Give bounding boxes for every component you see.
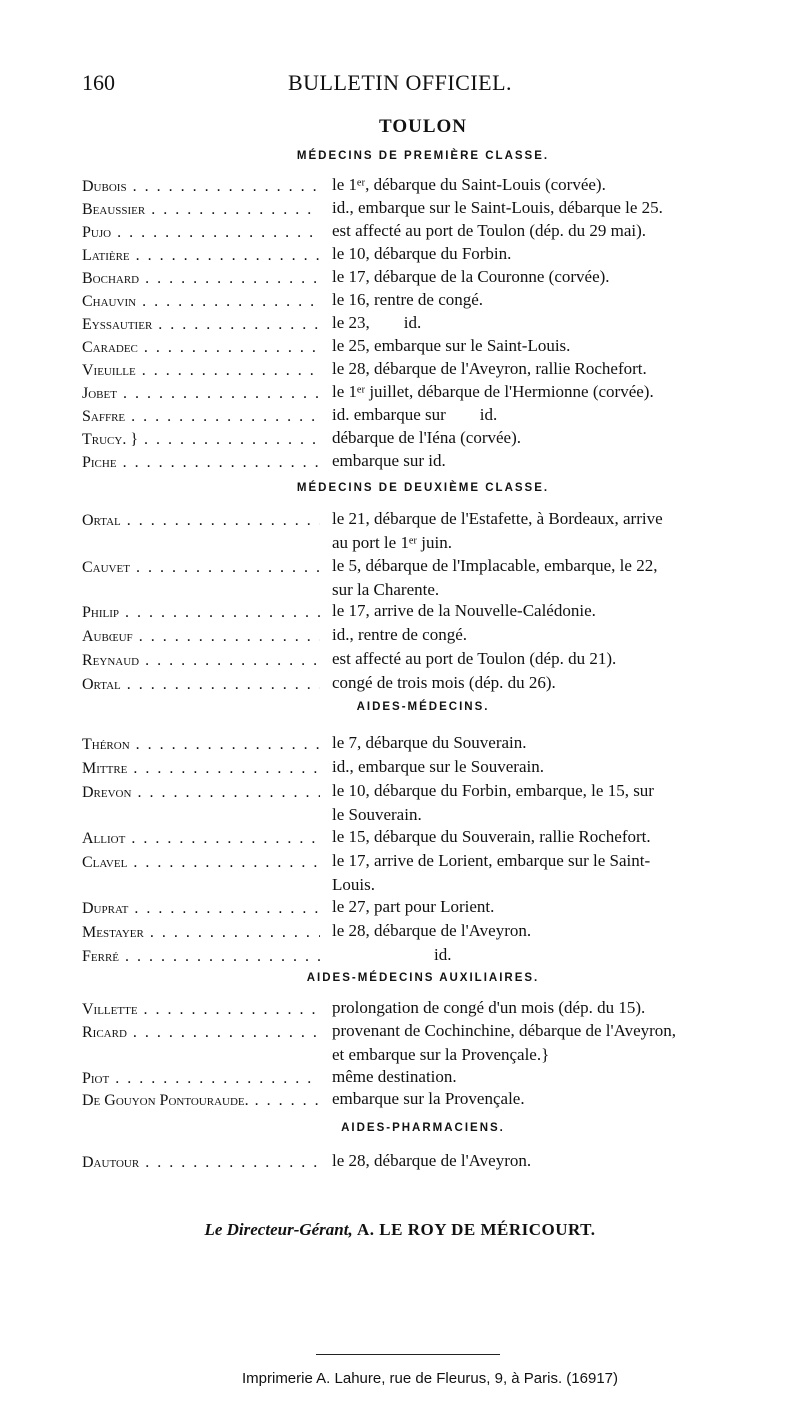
- entry-name: Clavel . . .: [82, 850, 320, 876]
- entry-name: Mestayer . . .: [82, 920, 320, 946]
- entry-name: Théron . . .: [82, 732, 320, 758]
- entry-name: De Gouyon Pontouraude. . . .: [82, 1088, 320, 1114]
- entry-text: le 25, embarque sur le Saint-Louis.: [332, 336, 571, 355]
- list-item: [82, 732, 772, 758]
- entry-text: le 17, arrive de la Nouvelle-Calédonie.: [332, 601, 596, 620]
- entry-text: le 15, débarque du Souverain, rallie Rochefort.: [332, 827, 651, 846]
- entry-text-continued: au port le 1ᵉʳ juin.: [332, 533, 452, 552]
- entry-name: Pujo . . .: [82, 220, 320, 246]
- entry-name: Ortal . . .: [82, 508, 320, 534]
- entry-name: Saffre . . .: [82, 404, 320, 430]
- section-heading: MÉDECINS DE PREMIÈRE CLASSE.: [296, 150, 550, 162]
- list-item: [82, 672, 772, 698]
- entry-name: Dautour . . .: [82, 1150, 320, 1176]
- entry-name: Trucy. } . . .: [82, 427, 320, 453]
- entry-name: Cauvet . . .: [82, 555, 320, 581]
- entry-name: Ortal . . .: [82, 672, 320, 698]
- section-heading: AIDES-PHARMACIENS.: [341, 1122, 505, 1134]
- list-item: [82, 508, 772, 552]
- entry-name: Drevon . . .: [82, 780, 320, 806]
- entry-name: Latière . . .: [82, 243, 320, 269]
- entry-text: embarque sur la Provençale.: [332, 1089, 525, 1108]
- entry-name: Aubœuf . . .: [82, 624, 320, 650]
- entry-text: le 23, id.: [332, 313, 422, 332]
- entry-text: congé de trois mois (dép. du 26).: [332, 673, 556, 692]
- entry-text: prolongation de congé d'un mois (dép. du 15).: [332, 998, 646, 1017]
- entry-text: le 10, débarque du Forbin.: [332, 244, 512, 263]
- entry-text: le 1ᵉʳ juillet, débarque de l'Hermionne (corvée).: [332, 382, 654, 401]
- entry-text: le 1ᵉʳ, débarque du Saint-Louis (corvée).: [332, 175, 606, 194]
- list-item: [82, 450, 772, 476]
- entry-name: Bochard . . .: [82, 266, 320, 292]
- entry-name: Jobet . . .: [82, 381, 320, 407]
- entry-text: provenant de Cochinchine, débarque de l'Aveyron,: [332, 1021, 677, 1040]
- entry-name: Alliot . . .: [82, 826, 320, 852]
- entry-name: Eyssautier . . .: [82, 312, 320, 338]
- entry-text: le 27, part pour Lorient.: [332, 897, 495, 916]
- entry-text: débarque de l'Iéna (corvée).: [332, 428, 522, 447]
- list-item: [82, 1150, 772, 1176]
- entry-text: id., rentre de congé.: [332, 625, 467, 644]
- entry-text: le 28, débarque de l'Aveyron, rallie Rochefort.: [332, 359, 647, 378]
- entry-name: Villette . . .: [82, 997, 320, 1023]
- printer-imprint: Imprimerie A. Lahure, rue de Fleurus, 9, à Paris. (16917): [241, 1370, 618, 1387]
- entry-text: est affecté au port de Toulon (dép. du 21).: [332, 649, 617, 668]
- list-item: [82, 624, 772, 650]
- list-item: [82, 648, 772, 674]
- entry-name: Caradec . . .: [82, 335, 320, 361]
- entry-name: Ferré . . .: [82, 944, 320, 970]
- entry-text: le 7, débarque du Souverain.: [332, 733, 527, 752]
- entry-text: le 21, débarque de l'Estafette, à Bordeaux, arrive: [332, 509, 663, 528]
- entry-name: Dubois . . .: [82, 174, 320, 200]
- entry-name: Beaussier . . .: [82, 197, 320, 223]
- section-heading: AIDES-MÉDECINS AUXILIAIRES.: [306, 972, 540, 984]
- list-item: [82, 780, 772, 824]
- entry-text-continued: le Souverain.: [332, 805, 422, 824]
- list-item: [82, 920, 772, 946]
- list-item: [82, 896, 772, 922]
- entry-text: id.: [332, 945, 452, 964]
- entry-text: le 5, débarque de l'Implacable, embarque, le 22,: [332, 556, 658, 575]
- entry-text: embarque sur id.: [332, 451, 446, 470]
- entry-name: Chauvin . . .: [82, 289, 320, 315]
- footer-rule: [316, 1354, 500, 1355]
- entry-text: est affecté au port de Toulon (dép. du 29 mai).: [332, 221, 647, 240]
- list-item: [82, 850, 772, 894]
- page-number: 160: [82, 70, 115, 95]
- signature-name: A. LE ROY DE MÉRICOURT.: [356, 1220, 596, 1239]
- entry-name: Philip . . .: [82, 600, 320, 626]
- entry-text: id., embarque sur le Souverain.: [332, 757, 544, 776]
- signature: [0, 1220, 800, 1240]
- section-heading: MÉDECINS DE DEUXIÈME CLASSE.: [296, 482, 550, 494]
- entry-text: le 17, arrive de Lorient, embarque sur le Saint-: [332, 851, 651, 870]
- signature-prefix: Le Directeur-Gérant,: [204, 1220, 353, 1239]
- entry-name: Duprat . . .: [82, 896, 320, 922]
- list-item: [82, 944, 772, 970]
- entry-name: Piot . . .: [82, 1066, 320, 1092]
- list-item: [82, 555, 772, 599]
- entry-name: Piche . . .: [82, 450, 320, 476]
- city-title: TOULON: [378, 116, 467, 137]
- entry-text: le 28, débarque de l'Aveyron.: [332, 921, 532, 940]
- list-item: [82, 826, 772, 852]
- list-item: [82, 1020, 772, 1064]
- entry-name: Ricard . . .: [82, 1020, 320, 1046]
- entry-text-continued: et embarque sur la Provençale.}: [332, 1045, 550, 1064]
- entry-text: le 17, débarque de la Couronne (corvée).: [332, 267, 610, 286]
- list-item: [82, 600, 772, 626]
- entry-text: id., embarque sur le Saint-Louis, débarque le 25.: [332, 198, 663, 217]
- list-item: [82, 1088, 772, 1114]
- entry-text: le 16, rentre de congé.: [332, 290, 484, 309]
- entry-text-continued: sur la Charente.: [332, 580, 440, 599]
- section-heading: AIDES-MÉDECINS.: [356, 701, 490, 713]
- entry-text: le 10, débarque du Forbin, embarque, le 15, sur: [332, 781, 654, 800]
- entry-name: Mittre . . .: [82, 756, 320, 782]
- entry-text: même destination.: [332, 1067, 457, 1086]
- entry-text: le 28, débarque de l'Aveyron.: [332, 1151, 532, 1170]
- entry-text-continued: Louis.: [332, 875, 375, 894]
- entry-name: Reynaud . . .: [82, 648, 320, 674]
- entry-text: id. embarque sur id.: [332, 405, 498, 424]
- list-item: [82, 756, 772, 782]
- entry-name: Vieuille . . .: [82, 358, 320, 384]
- running-head: BULLETIN OFFICIEL.: [287, 70, 513, 95]
